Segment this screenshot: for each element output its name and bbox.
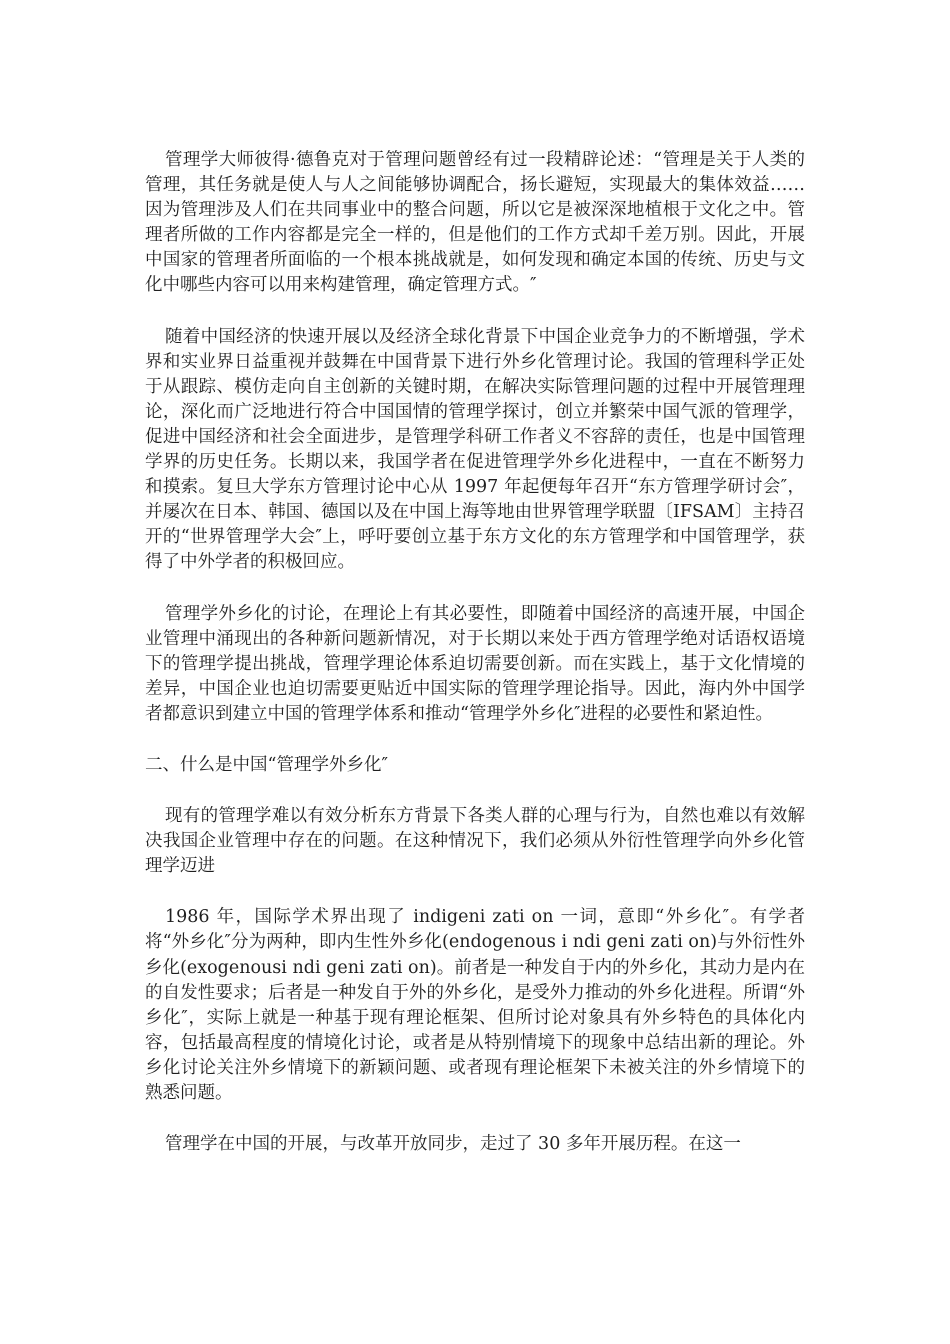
paragraph-indigenization-definition: 1986 年，国际学术界出现了 indigeni zati on 一词，意即“外乡化″。有学者将“外乡化″分为两种，即内生性外乡化(endogenous i ndi geni zati on)与外衍性外乡化(exogenousi ndi geni zati on)。前者是一种发自于内的外乡化，其动力是内在的自发性要求；后者是一种发自于外的外乡化，是受外力推动的外乡化进程。所谓“外乡化″，实际上就是一种基于现有理论框架、但所讨论对象具有外乡特色的具体化内容，包括最高程度的情境化讨论，或者是从特别情境下的现象中总结出新的理论。外乡化讨论关注外乡情境下的新颖问题、或者现有理论框架下未被关注的外乡情境下的熟悉问题。 <box>145 907 805 1103</box>
paragraph-economic-background: 随着中国经济的快速开展以及经济全球化背景下中国企业竞争力的不断增强，学术界和实业界日益重视并鼓舞在中国背景下进行外乡化管理讨论。我国的管理科学正处于从跟踪、模仿走向自主创新的关键时期，在解决实际管理问题的过程中开展管理理论，深化而广泛地进行符合中国国情的管理学探讨，创立并繁荣中国气派的管理学，促进中国经济和社会全面进步，是管理学科研工作者义不容辞的责任，也是中国管理学界的历史任务。长期以来，我国学者在促进管理学外乡化进程中，一直在不断努力和摸索。复旦大学东方管理讨论中心从 1997 年起便每年召开“东方管理学研讨会″，并屡次在日本、韩国、德国以及在中国上海等地由世界管理学联盟〔IFSAM〕主持召开的“世界管理学大会″上，呼吁要创立基于东方文化的东方管理学和中国管理学，获得了中外学者的积极回应。 <box>145 326 805 573</box>
section-heading: 二、什么是中国“管理学外乡化″ <box>145 754 388 775</box>
paragraph-development-history: 管理学在中国的开展，与改革开放同步，走过了 30 多年开展历程。在这一 <box>165 1134 741 1155</box>
document-page <box>145 148 805 1183</box>
paragraph-existing-management: 现有的管理学难以有效分析东方背景下各类人群的心理与行为，自然也难以有效解决我国企业管理中存在的问题。在这种情况下，我们必须从外衍性管理学向外乡化管理学迈进 <box>145 806 805 877</box>
paragraph-necessity: 管理学外乡化的讨论，在理论上有其必要性，即随着中国经济的高速开展，中国企业管理中涌现出的各种新问题新情况，对于长期以来处于西方管理学绝对话语权语境下的管理学提出挑战，管理学理论体系迫切需要创新。而在实践上，基于文化情境的差异，中国企业也迫切需要更贴近中国实际的管理学理论指导。因此，海内外中国学者都意识到建立中国的管理学体系和推动“管理学外乡化″进程的必要性和紧迫性。 <box>145 603 805 724</box>
paragraph-drucker-quote: 管理学大师彼得·德鲁克对于管理问题曾经有过一段精辟论述：“管理是关于人类的管理，其任务就是使人与人之间能够协调配合，扬长避短，实现最大的集体效益……因为管理涉及人们在共同事业中的整合问题，所以它是被深深地植根于文化之中。管理者所做的工作内容都是完全一样的，但是他们的工作方式却千差万别。因此，开展中国家的管理者所面临的一个根本挑战就是，如何发现和确定本国的传统、历史与文化中哪些内容可以用来构建管理，确定管理方式。″ <box>145 150 805 296</box>
